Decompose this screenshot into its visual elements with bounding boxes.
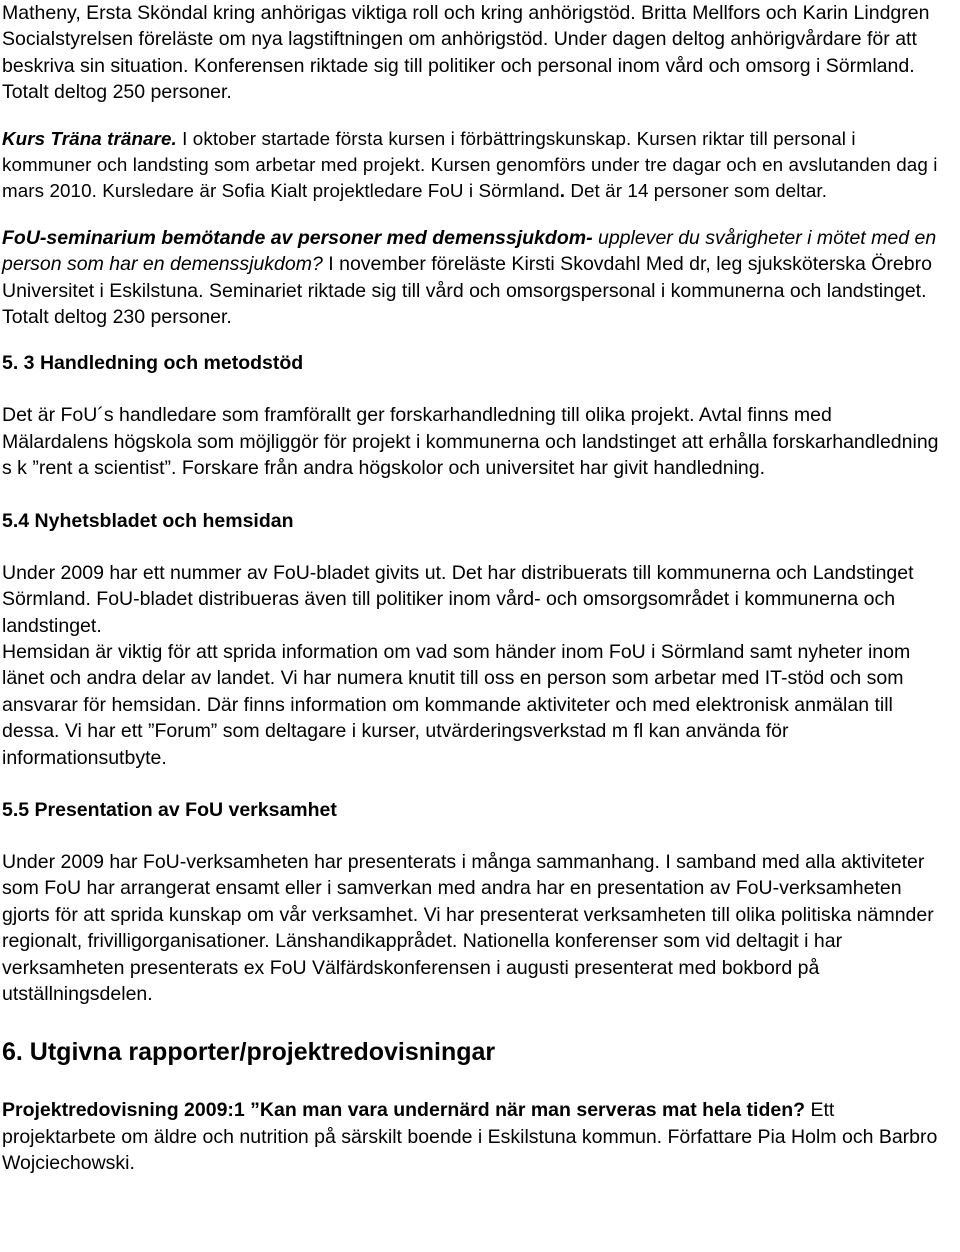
section-5-4-paragraph-1 bbox=[2, 560, 942, 639]
kurs-dot: . bbox=[559, 180, 566, 202]
spacer bbox=[2, 376, 942, 402]
spacer bbox=[2, 106, 942, 126]
projekt-paragraph bbox=[2, 1097, 942, 1176]
section-6-heading: 6. Utgivna rapporter/projektredovisningar bbox=[2, 1038, 496, 1067]
section-5-5-text: Under 2009 har FoU-verksamheten har presenterats i många sammanhang. I samband med alla aktiviteter som FoU har arrangerat ensamt eller i samverkan med andra har en presentation av FoU-verksamheten gjorts för att sprida kunskap om vår verksamhet. Vi har presenterat verksamheten till olika politiska nämnder regionalt, frivilligorganisationer. Länshandikapprådet. Nationella konferenser som vid deltagit i har verksamheten presenterats ex FoU Välfärdskonferensen i augusti presenterat med bokbord på utställningsdelen. bbox=[2, 850, 934, 1005]
seminarium-text: I november föreläste Kirsti Skovdahl Med dr, leg sjuksköterska Örebro Universitet i Eskilstuna. Seminariet riktade sig till vård och omsorgspersonal i kommunerna och landstinget. Totalt deltog 230 personer. bbox=[2, 253, 932, 329]
kurs-title: Kurs Träna tränare. bbox=[2, 127, 177, 149]
kurs-text-1: I oktober startade första kursen i förbättringskunskap. Kursen riktar till personal i kommuner och landsting som arbetar med projekt. Kursen genomförs under tre dagar och en avslutanden dag i mars 2010. Kursledare är Sofia Kialt projektledare FoU i Sörmland bbox=[2, 127, 938, 202]
section-5-5-title: Presentation av FoU verksamhet bbox=[29, 798, 337, 821]
intro-text: Matheny, Ersta Sköndal kring anhörigas viktiga roll och kring anhörigstöd. Britta Mellfors och Karin Lindgren Socialstyrelsen föreläste om nya lagstiftningen om anhörigstöd. Under dagen deltog anhörigvårdare för att beskriva sin situation. Konferensen riktade sig till politiker och personal inom vård och omsorg i Sörmland. Totalt deltog 250 personer. bbox=[2, 2, 930, 104]
spacer bbox=[2, 482, 942, 508]
kurs-paragraph bbox=[2, 126, 942, 205]
section-5-5-heading bbox=[2, 797, 942, 823]
intro-paragraph bbox=[2, 0, 942, 106]
spacer bbox=[2, 823, 942, 849]
projekt-text: Ett projektarbete om äldre och nutrition på särskilt boende i Eskilstuna kommun. Författare Pia Holm och Barbro Wojciechowski. bbox=[2, 1099, 938, 1175]
section-5-4-text-2: Hemsidan är viktig för att sprida information om vad som händer inom FoU i Sörmland samt nyheter inom länet och andra delar av landet. Vi har numera knutit till oss en person som arbetar med IT-stöd och som ansvarar för hemsidan. Där finns information om kommande aktiviteter och med elektronisk anmälan till dessa. Vi har ett ”Forum” som deltagare i kurser, utvärderingsverkstad m fl kan använda för informationsutbyte. bbox=[2, 640, 911, 769]
seminarium-paragraph bbox=[2, 225, 942, 331]
projekt-title: Projektredovisning 2009:1 ”Kan man vara undernärd när man serveras mat hela tiden? bbox=[2, 1099, 806, 1122]
section-5-4-title: Nyhetsbladet och hemsidan bbox=[29, 509, 294, 532]
spacer bbox=[2, 330, 942, 350]
section-5-3-heading bbox=[2, 350, 942, 376]
kurs-text-2: Det är 14 personer som deltar. bbox=[565, 180, 828, 202]
section-5-3-title: Handledning och metodstöd bbox=[34, 352, 304, 375]
section-5-5-paragraph bbox=[2, 849, 942, 1007]
spacer bbox=[2, 534, 942, 560]
section-5-4-number: 5.4 bbox=[2, 509, 30, 532]
section-5-4-paragraph-2 bbox=[2, 639, 942, 771]
section-5-4-text-1: Under 2009 har ett nummer av FoU-bladet givits ut. Det har distribuerats till kommunerna och Landstinget Sörmland. FoU-bladet distribueras även till politiker inom vård- och omsorgsområdet i kommunerna och landstinget. bbox=[2, 561, 914, 637]
spacer bbox=[2, 771, 942, 797]
spacer bbox=[2, 205, 942, 225]
spacer bbox=[2, 1067, 942, 1097]
seminarium-subtitle: upplever du svårigheter i mötet med en person som har en demenssjukdom? bbox=[2, 226, 937, 276]
section-5-3-paragraph bbox=[2, 402, 942, 481]
section-5-3-number: 5. 3 bbox=[2, 352, 35, 375]
section-5-5-number: 5.5 bbox=[2, 798, 30, 821]
spacer bbox=[2, 1007, 942, 1037]
seminarium-title: FoU-seminarium bemötande av personer med demenssjukdom- bbox=[2, 226, 593, 249]
section-5-3-text: Det är FoU´s handledare som framförallt ger forskarhandledning till olika projekt. Avtal finns med Mälardalens högskola som möjliggör för projekt i kommunerna och landstinget att erhålla forskarhandledning s k ”rent a scientist”. Forskare från andra högskolor och universitet har givit handledning. bbox=[2, 404, 939, 480]
section-5-4-heading bbox=[2, 508, 942, 534]
